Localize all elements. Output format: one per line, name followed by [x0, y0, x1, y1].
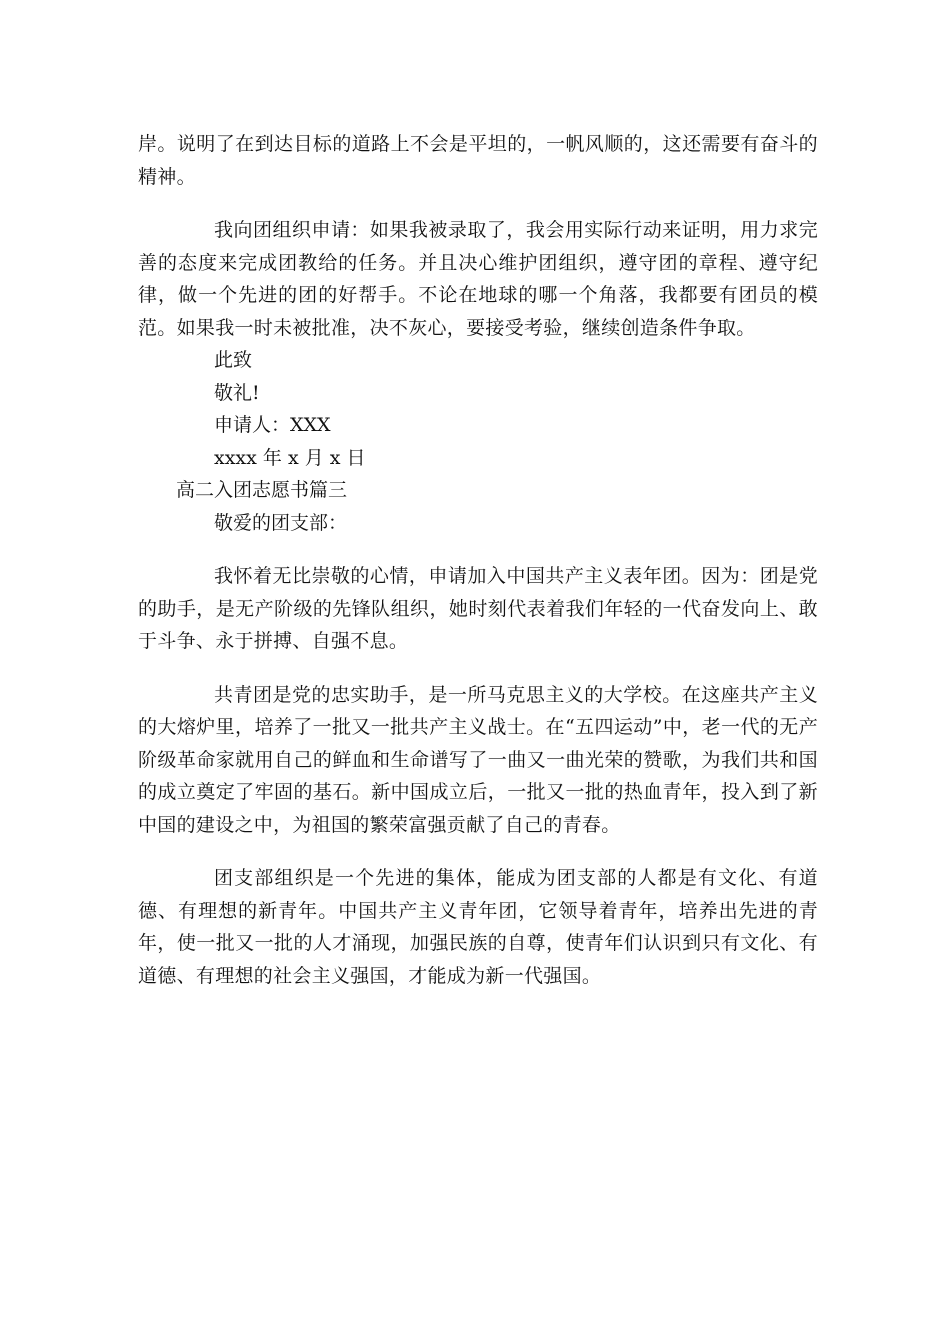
paragraph-intro: 我怀着无比崇敬的心情，申请加入中国共产主义表年团。因为：团是党的助手，是无产阶级的先锋队组织，她时刻代表着我们年轻的一代奋发向上、敢于斗争、永于拼搏、自强不息。 — [138, 565, 818, 652]
paragraph-application: 我向团组织申请：如果我被录取了，我会用实际行动来证明，用力求完善的态度来完成团教给的任务。并且决心维护团组织，遵守团的章程、遵守纪律，做一个先进的团的好帮手。不论在地球的哪一个角落，我都要有团员的模范。如果我一时未被批准，决不灰心，要接受考验，继续创造条件争取。 — [138, 219, 818, 339]
paragraph-branch: 团支部组织是一个先进的集体，能成为团支部的人都是有文化、有道德、有理想的新青年。中国共产主义青年团，它领导着青年，培养出先进的青年，使一批又一批的人才涌现，加强民族的自尊，使青年们认识到只有文化、有道德、有理想的社会主义强国，才能成为新一代强国。 — [138, 867, 818, 987]
paragraph-youth-league: 共青团是党的忠实助手，是一所马克思主义的大学校。在这座共产主义的大熔炉里，培养了一批又一批共产主义战士。在“五四运动”中，老一代的无产阶级革命家就用自己的鲜血和生命谱写了一曲又一曲光荣的赞歌，为我们共和国的成立奠定了牢固的基石。新中国成立后，一批又一批的热血青年，投入到了新中国的建设之中，为祖国的繁荣富强贡献了自己的青春。 — [138, 683, 818, 836]
date-line: xxxx 年 x 月 x 日 — [214, 446, 366, 469]
salutation: 敬爱的团支部： — [214, 511, 348, 534]
closing-line-1: 此致 — [214, 349, 253, 371]
section-title: 高二入团志愿书篇三 — [176, 479, 348, 501]
closing-line-2: 敬礼! — [214, 381, 260, 404]
document-page — [138, 128, 818, 992]
applicant-signature: 申请人：XXX — [214, 414, 331, 436]
paragraph-continuation: 岸。说明了在到达目标的道路上不会是平坦的，一帆风顺的，这还需要有奋斗的精神。 — [138, 133, 818, 188]
